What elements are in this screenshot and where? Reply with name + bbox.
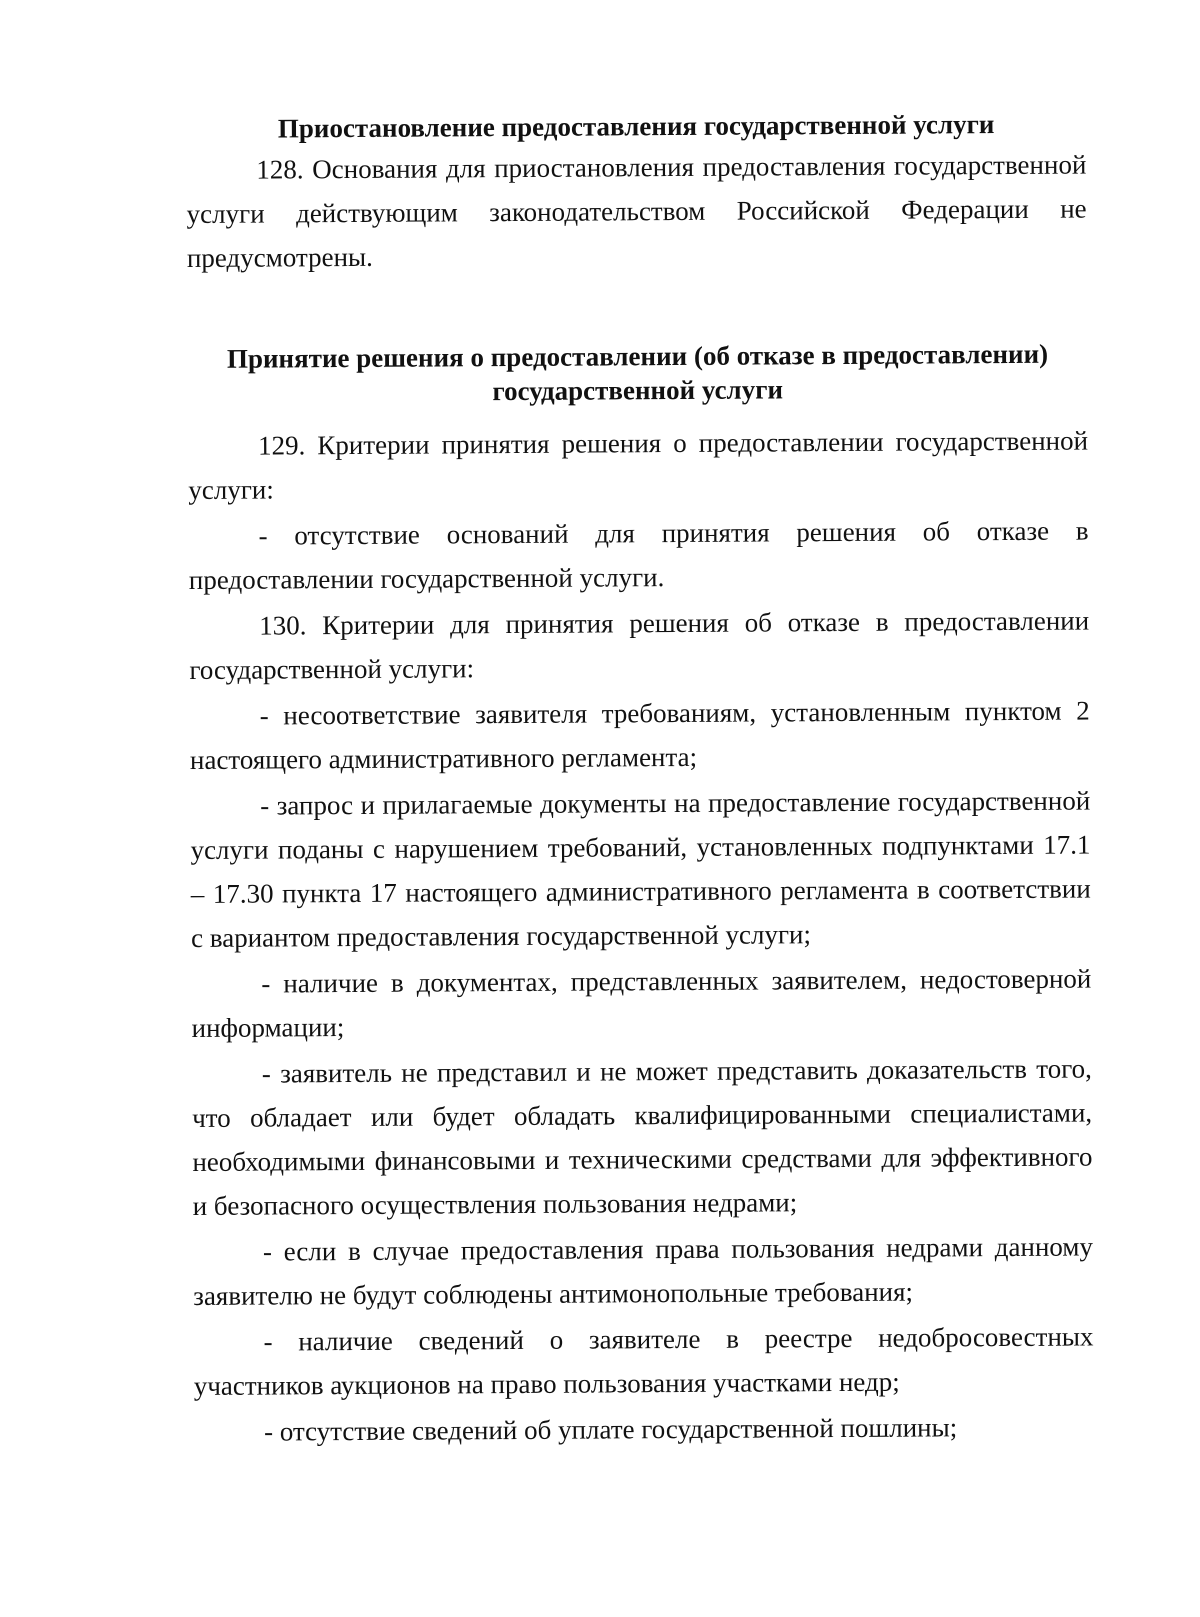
list-item: - запрос и прилагаемые документы на предоставление государственной услуги поданы с нарушением требований, установленных подпунктами 17.1 – 17.30 пункта 17 настоящего административного регламента в соответствии с вариантом предоставления государственной услуги; bbox=[190, 785, 1091, 953]
list-item: - отсутствие сведений об уплате государственной пошлины; bbox=[263, 1412, 958, 1447]
section-heading-suspension: Приостановление предоставления государственной услуги bbox=[277, 109, 995, 144]
list-item: - наличие сведений о заявителе в реестре недобросовестных участников аукционов на право пользования участками недр; bbox=[193, 1321, 1094, 1401]
paragraph-129: 129. Критерии принятия решения о предоставлении государственной услуги: bbox=[188, 425, 1089, 505]
section-heading-decision bbox=[187, 336, 1087, 409]
list-item: - несоответствие заявителя требованиям, установленным пунктом 2 настоящего административного регламента; bbox=[189, 695, 1090, 775]
list-item: - если в случае предоставления права пользования недрами данному заявителю не будут соблюдены антимонопольные требования; bbox=[193, 1231, 1094, 1311]
paragraph-130: 130. Критерии для принятия решения об отказе в предоставлении государственной услуги: bbox=[189, 605, 1090, 685]
list-item: - наличие в документах, представленных заявителем, недостоверной информации; bbox=[191, 963, 1092, 1043]
section-heading-decision-line2: государственной услуги bbox=[492, 374, 784, 407]
section-heading-decision-line1: Принятие решения о предоставлении (об отказе в предоставлении) bbox=[226, 338, 1049, 374]
paragraph-129-item: - отсутствие оснований для принятия решения об отказе в предоставлении государственной услуги. bbox=[188, 515, 1089, 595]
list-item: - заявитель не представил и не может представить доказательств того, что обладает или будет обладать квалифицированными специалистами, необходимыми финансовыми и техническими средствами для эффективного и безопасного осуществления пользования недрами; bbox=[192, 1053, 1093, 1221]
document-body bbox=[186, 107, 1094, 1454]
paragraph-128: 128. Основания для приостановления предоставления государственной услуги действующим законодательством Российской Федерации не предусмотрены. bbox=[186, 149, 1087, 273]
